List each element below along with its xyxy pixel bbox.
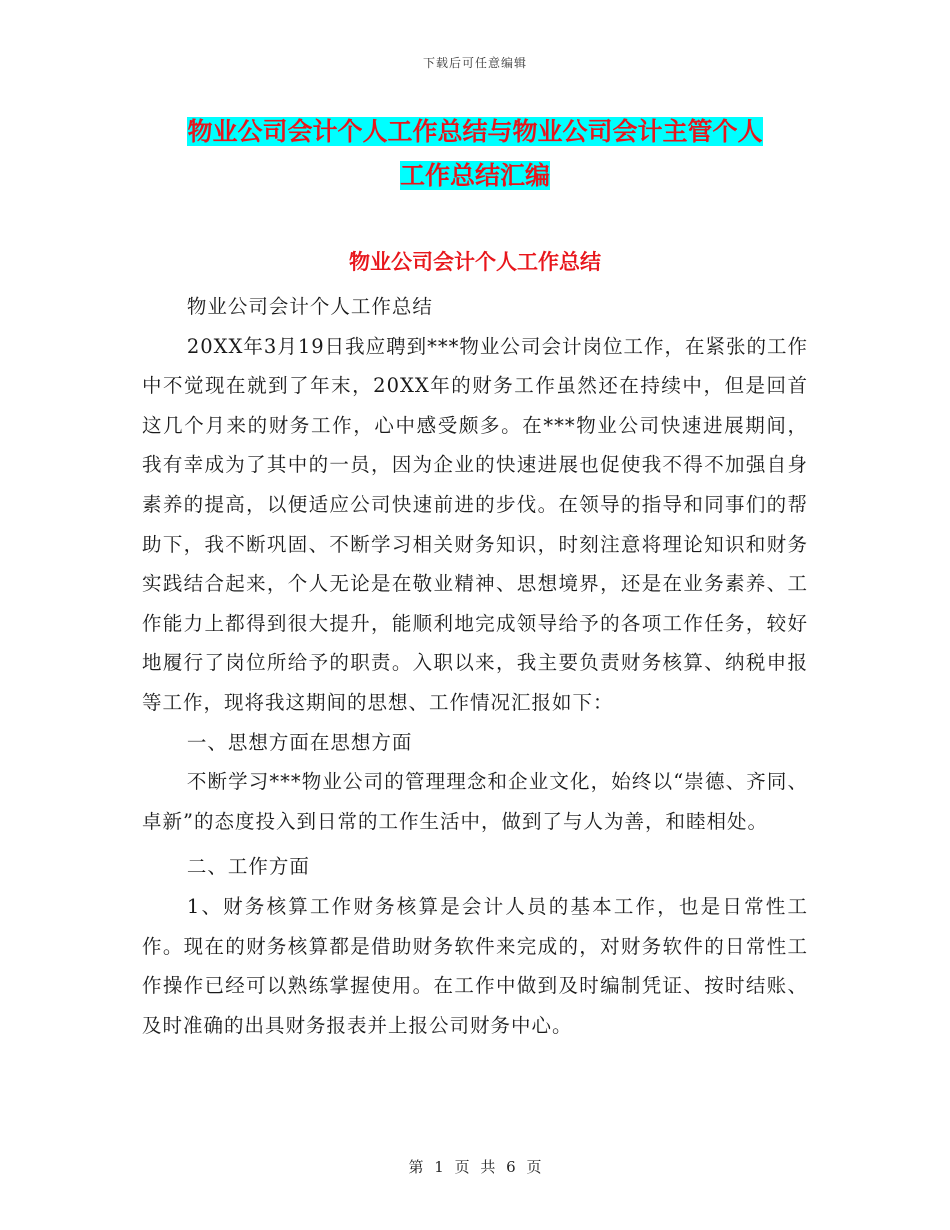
document-title-line2: 工作总结汇编 [399,161,550,190]
document-body [142,287,808,1045]
paragraph-heading-thought: 一、思想方面在思想方面 [186,730,413,754]
paragraph-thought: 不断学习***物业公司的管理理念和企业文化，始终以“崇德、齐同、卓新”的态度投入到日常的工作生活中，做到了与人为善，和睦相处。 [142,770,808,833]
paragraph-subtitle: 物业公司会计个人工作总结 [186,295,433,318]
paragraph-work-accounting: 1、财务核算工作财务核算是会计人员的基本工作，也是日常性工作。现在的财务核算都是借助财务软件来完成的，对财务软件的日常性工作操作已经可以熟练掌握使用。在工作中做到及时编制凭证、按时结账、及时准确的出具财务报表并上报公司财务中心。 [142,894,808,1037]
header-note: 下载后可任意编辑 [422,56,527,70]
section-title: 物业公司会计个人工作总结 [349,250,601,274]
paragraph-intro: 20XX年3月19日我应聘到***物业公司会计岗位工作，在紧张的工作中不觉现在就到了年末，20XX年的财务工作虽然还在持续中，但是回首这几个月来的财务工作，心中感受颇多。在***物业公司快速进展期间，我有幸成为了其中的一员，因为企业的快速进展也促使我不得不加强自身素养的提高，以便适应公司快速前进的步伐。在领导的指导和同事们的帮助下，我不断巩固、不断学习相关财务知识，时刻注意将理论知识和财务实践结合起来，个人无论是在敬业精神、思想境界，还是在业务素养、工作能力上都得到很大提升，能顺利地完成领导给予的各项工作任务，较好地履行了岗位所给予的职责。入职以来，我主要负责财务核算、纳税申报等工作，现将我这期间的思想、工作情况汇报如下： [142,334,808,714]
page-number: 第 1 页 共 6 页 [408,1158,542,1176]
document-title-line1: 物业公司会计个人工作总结与物业公司会计主管个人 [187,117,763,146]
paragraph-heading-work: 二、工作方面 [186,855,310,879]
document-title [140,110,810,198]
